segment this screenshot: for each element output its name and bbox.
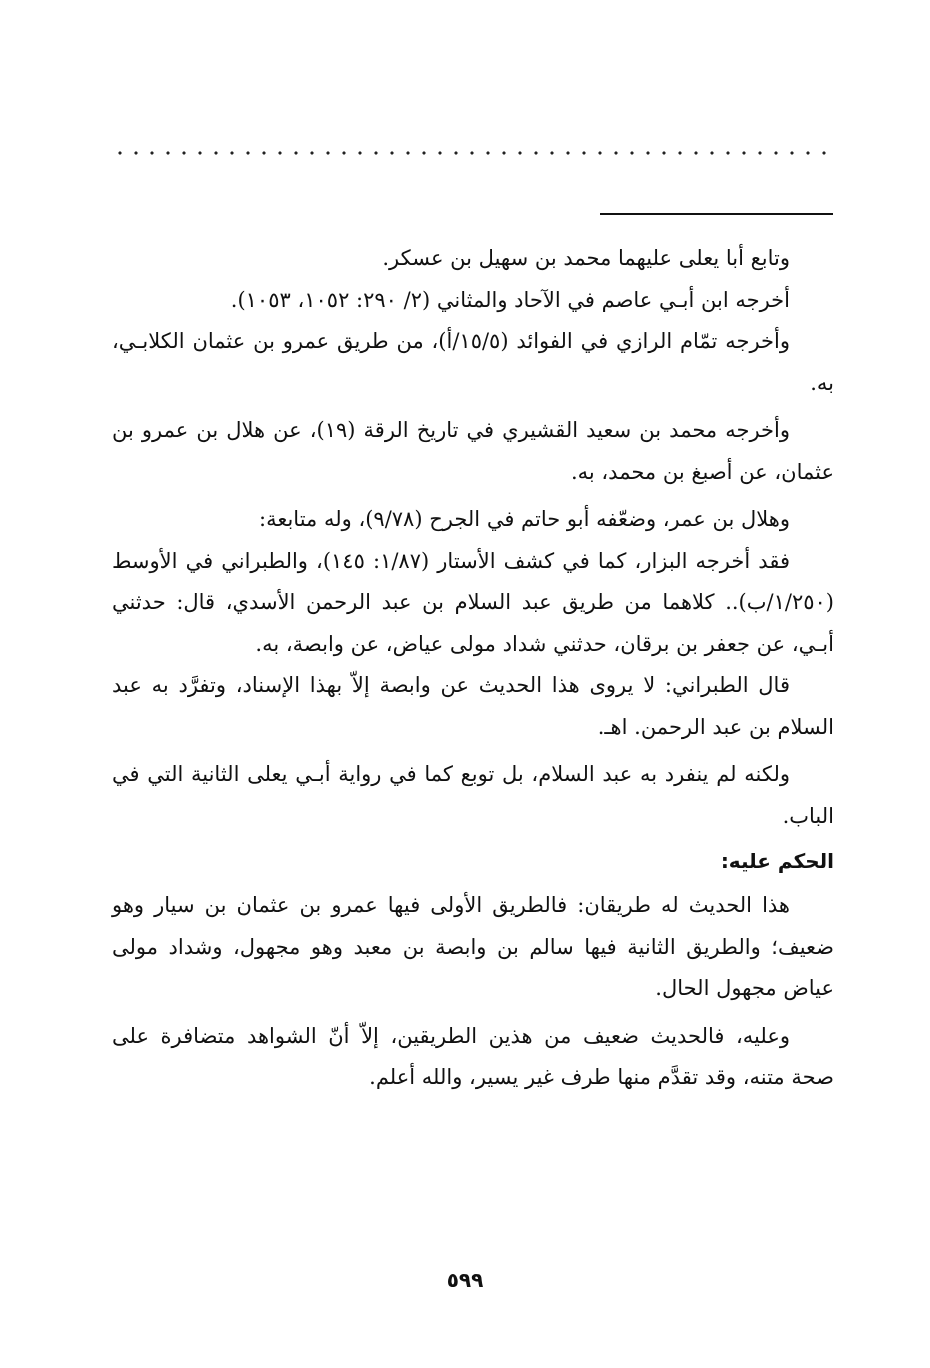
dotted-separator — [112, 150, 832, 156]
paragraph-1: وتابع أبا يعلى عليهما محمد بن سهيل بن عسكر. — [382, 246, 790, 270]
footnote-rule — [600, 213, 833, 215]
page-number: ٥٩٩ — [446, 1268, 484, 1292]
footnote-text — [112, 238, 834, 1105]
paragraph-4: وأخرجه محمد بن سعيد القشيري في تاريخ الرقة (١٩)، عن هلال بن عمرو بن عثمان، عن أصبغ بن محمد، به. — [112, 418, 834, 484]
paragraph-2: أخرجه ابن أبـي عاصم في الآحاد والمثاني (٢/ ٢٩٠: ١٠٥٢، ١٠٥٣). — [230, 287, 790, 312]
paragraph-9: هذا الحديث له طريقان: فالطريق الأولى فيها عمرو بن عثمان بن سيار وهو ضعيف؛ والطريق الثانية فيها سالم بن وابصة بن معبد وهو مجهول، وشداد مولى عياض مجهول الحال. — [112, 893, 834, 1000]
paragraph-3: وأخرجه تمّام الرازي في الفوائد (١٥/٥/أ)، من طريق عمرو بن عثمان الكلابـي، به. — [112, 329, 834, 395]
paragraph-8: ولكنه لم ينفرد به عبد السلام، بل توبع كما في رواية أبـي يعلى الثانية التي في الباب. — [112, 762, 834, 828]
ruling-heading: الحكم عليه: — [720, 849, 834, 873]
paragraph-5: وهلال بن عمر، وضعّفه أبو حاتم في الجرح (٩/٧٨)، وله متابعة: — [259, 507, 790, 531]
paragraph-6: فقد أخرجه البزار، كما في كشف الأستار (١/٨٧: ١٤٥)، والطبراني في الأوسط (١/٢٥٠/ب).. كلاهما من طريق عبد السلام بن عبد الرحمن الأسدي، قال: حدثني أبـي، عن جعفر بن برقان، حدثني شداد مولى عياض، عن وابصة، به. — [112, 548, 834, 656]
paragraph-10: وعليه، فالحديث ضعيف من هذين الطريقين، إلاّ أنّ الشواهد متضافرة على صحة متنه، وقد تقدَّم منها طرف غير يسير، والله أعلم. — [112, 1023, 834, 1089]
paragraph-7: قال الطبراني: لا يروى هذا الحديث عن وابصة إلاّ بهذا الإسناد، وتفرَّد به عبد السلام بن عبد الرحمن. اهـ. — [112, 673, 834, 739]
